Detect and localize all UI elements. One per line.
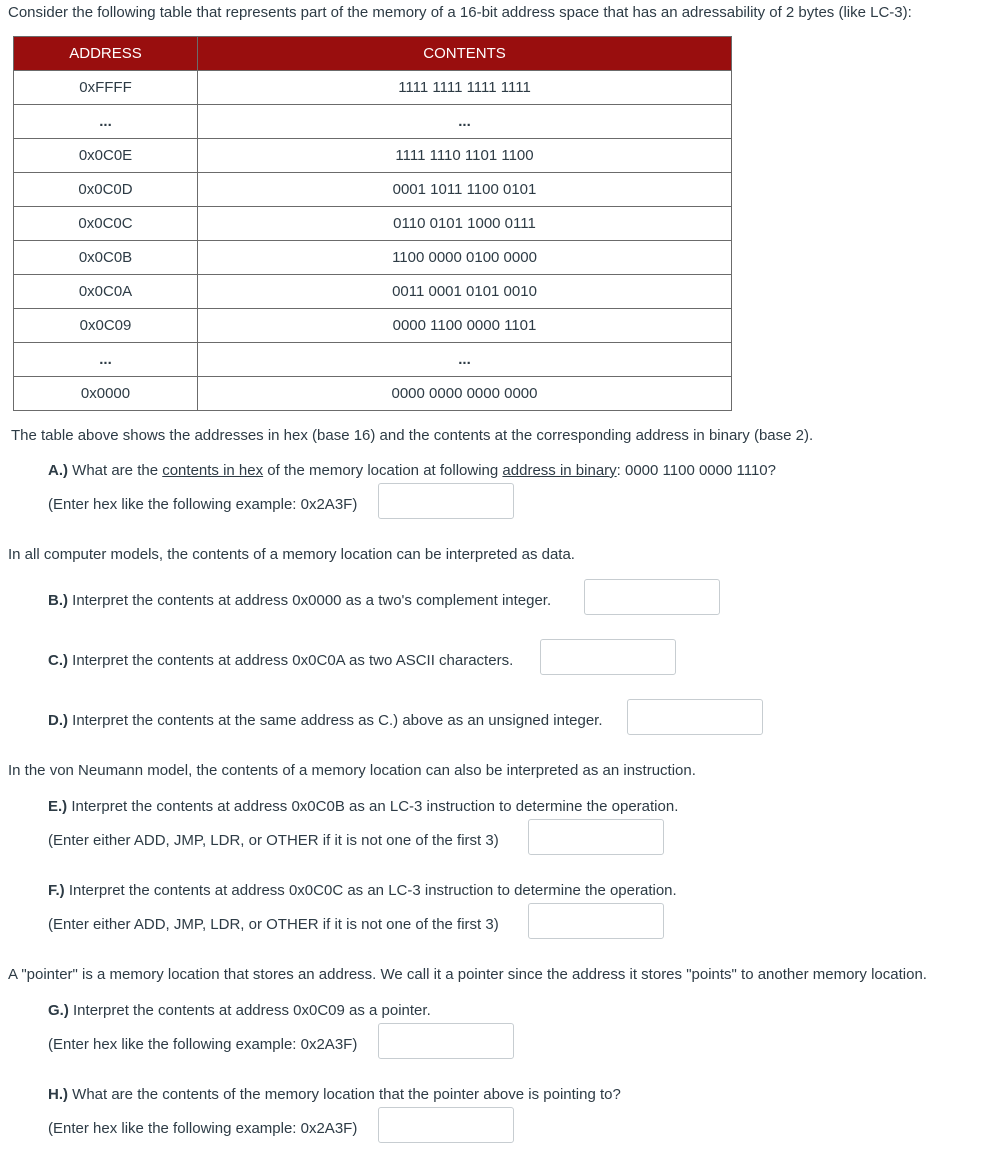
contents-cell: 0001 1011 1100 0101 bbox=[198, 173, 732, 207]
address-cell: 0x0C0A bbox=[14, 275, 198, 309]
question-f-label: F.) bbox=[48, 882, 65, 899]
answer-a-input[interactable] bbox=[378, 483, 514, 519]
question-g-label: G.) bbox=[48, 1002, 69, 1019]
question-h bbox=[48, 1085, 621, 1105]
question-g-text: Interpret the contents at address 0x0C09 as a pointer. bbox=[68, 1002, 431, 1019]
address-cell: 0xFFFF bbox=[14, 71, 198, 105]
question-d-text: Interpret the contents at the same address as C.) above as an unsigned integer. bbox=[68, 712, 603, 729]
question-b bbox=[48, 591, 551, 611]
section-data-text: In all computer models, the contents of a memory location can be interpreted as data. bbox=[8, 546, 575, 563]
table-row bbox=[14, 207, 732, 241]
answer-c-input[interactable] bbox=[540, 639, 676, 675]
contents-cell: 1111 1111 1111 1111 bbox=[198, 71, 732, 105]
section-pointer-text: A "pointer" is a memory location that stores an address. We call it a pointer since the address it stores "points" to another memory location. bbox=[8, 966, 927, 983]
table-row bbox=[14, 71, 732, 105]
question-a bbox=[48, 461, 776, 481]
question-h-label: H.) bbox=[48, 1086, 68, 1103]
table-row bbox=[14, 377, 732, 411]
question-e-hint: (Enter either ADD, JMP, LDR, or OTHER if it is not one of the first 3) bbox=[48, 832, 499, 849]
answer-h-input[interactable] bbox=[378, 1107, 514, 1143]
question-c-label: C.) bbox=[48, 652, 68, 669]
answer-b-input[interactable] bbox=[584, 579, 720, 615]
address-cell: 0x0000 bbox=[14, 377, 198, 411]
question-d bbox=[48, 711, 603, 731]
table-row bbox=[14, 139, 732, 173]
question-g-hint: (Enter hex like the following example: 0x2A3F) bbox=[48, 1036, 358, 1053]
question-h-hint: (Enter hex like the following example: 0x2A3F) bbox=[48, 1120, 358, 1137]
address-cell: ... bbox=[14, 105, 198, 139]
address-cell: ... bbox=[14, 343, 198, 377]
question-b-text: Interpret the contents at address 0x0000 as a two's complement integer. bbox=[68, 592, 552, 609]
table-row bbox=[14, 105, 732, 139]
question-a-label: A.) bbox=[48, 462, 68, 479]
address-cell: 0x0C0C bbox=[14, 207, 198, 241]
address-cell: 0x0C0D bbox=[14, 173, 198, 207]
contents-cell: 0110 0101 1000 0111 bbox=[198, 207, 732, 241]
contents-in-hex-term: contents in hex bbox=[162, 462, 264, 479]
question-a-text-mid: of the memory location at following bbox=[263, 462, 503, 479]
contents-cell: 0000 0000 0000 0000 bbox=[198, 377, 732, 411]
question-a-text-end: : 0000 1100 0000 1110? bbox=[616, 462, 776, 479]
table-header-row bbox=[14, 37, 732, 71]
contents-cell: 1111 1110 1101 1100 bbox=[198, 139, 732, 173]
section-instruction-text: In the von Neumann model, the contents of a memory location can also be interpreted as an instruction. bbox=[8, 762, 696, 779]
answer-f-input[interactable] bbox=[528, 903, 664, 939]
question-a-hint: (Enter hex like the following example: 0x2A3F) bbox=[48, 496, 358, 513]
question-c-text: Interpret the contents at address 0x0C0A as two ASCII characters. bbox=[68, 652, 514, 669]
answer-e-input[interactable] bbox=[528, 819, 664, 855]
table-note: The table above shows the addresses in hex (base 16) and the contents at the corresponding address in binary (base 2). bbox=[11, 427, 814, 444]
contents-header: CONTENTS bbox=[198, 37, 732, 71]
table-row bbox=[14, 343, 732, 377]
question-f-text: Interpret the contents at address 0x0C0C as an LC-3 instruction to determine the operation. bbox=[64, 882, 677, 899]
answer-g-input[interactable] bbox=[378, 1023, 514, 1059]
contents-cell: ... bbox=[198, 343, 732, 377]
table-row bbox=[14, 275, 732, 309]
address-cell: 0x0C0E bbox=[14, 139, 198, 173]
table-row bbox=[14, 241, 732, 275]
address-cell: 0x0C09 bbox=[14, 309, 198, 343]
question-e-label: E.) bbox=[48, 798, 68, 815]
address-header: ADDRESS bbox=[14, 37, 198, 71]
contents-cell: 1100 0000 0100 0000 bbox=[198, 241, 732, 275]
contents-cell: ... bbox=[198, 105, 732, 139]
contents-cell: 0011 0001 0101 0010 bbox=[198, 275, 732, 309]
question-f bbox=[48, 881, 677, 901]
question-c bbox=[48, 651, 513, 671]
question-h-text: What are the contents of the memory location that the pointer above is pointing to? bbox=[68, 1086, 621, 1103]
memory-table bbox=[13, 36, 732, 411]
question-d-label: D.) bbox=[48, 712, 68, 729]
question-f-hint: (Enter either ADD, JMP, LDR, or OTHER if it is not one of the first 3) bbox=[48, 916, 499, 933]
address-in-binary-term: address in binary bbox=[502, 462, 617, 479]
answer-d-input[interactable] bbox=[627, 699, 763, 735]
question-e-text: Interpret the contents at address 0x0C0B as an LC-3 instruction to determine the operation. bbox=[67, 798, 679, 815]
table-row bbox=[14, 173, 732, 207]
intro-text: Consider the following table that represents part of the memory of a 16-bit address space that has an adressability of 2 bytes (like LC-3): bbox=[8, 4, 912, 21]
question-a-text: What are the bbox=[68, 462, 163, 479]
question-g bbox=[48, 1001, 431, 1021]
contents-cell: 0000 1100 0000 1101 bbox=[198, 309, 732, 343]
address-cell: 0x0C0B bbox=[14, 241, 198, 275]
table-row bbox=[14, 309, 732, 343]
question-b-label: B.) bbox=[48, 592, 68, 609]
question-e bbox=[48, 797, 678, 817]
